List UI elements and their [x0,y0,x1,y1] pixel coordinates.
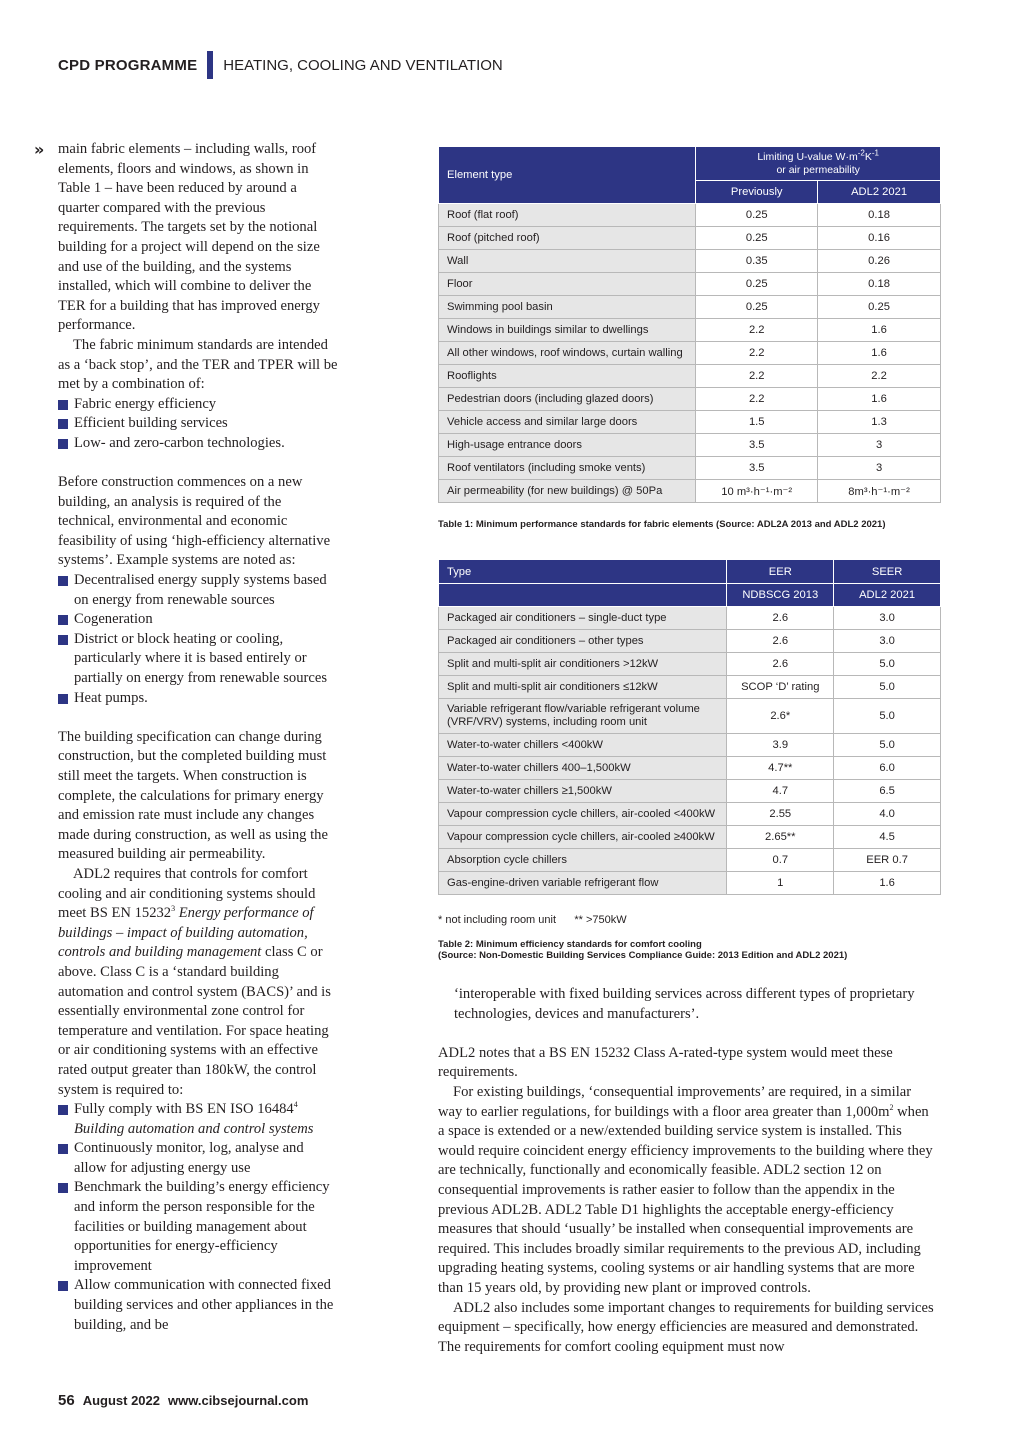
row-label: Vapour compression cycle chillers, air-cooled ≥400kW [439,826,727,849]
list-item: Decentralised energy supply systems based on energy from renewable sources [58,571,338,610]
row-value: 2.6 [727,653,834,676]
row-value: 0.26 [818,250,941,273]
list-item: Benchmark the building’s energy efficiency and inform the person responsible for the facilities or building management about opportunities for energy-efficiency improvement [58,1178,338,1276]
table-row [439,227,941,250]
table2-caption: Table 2: Minimum efficiency standards for comfort cooling (Source: Non-Domestic Building Services Compliance Guide: 2013 Edition and ADL2 2021) [438,939,848,961]
table2-header-type: Type [439,560,727,584]
row-label: Variable refrigerant flow/variable refrigerant volume (VRF/VRV) systems, including room unit [439,699,727,734]
row-value: 8m³·h⁻¹·m⁻² [818,480,941,503]
table-row [439,273,941,296]
list-item: Efficient building services [58,414,338,434]
row-label: Water-to-water chillers 400–1,500kW [439,757,727,780]
row-label: Packaged air conditioners – single-duct type [439,607,727,630]
row-label: Split and multi-split air conditioners ≤12kW [439,676,727,699]
row-value: 4.7** [727,757,834,780]
row-label: Roof (flat roof) [439,204,696,227]
table2-header-eer: EER [727,560,834,584]
list-item: Low- and zero-carbon technologies. [58,434,338,454]
table1-caption: Table 1: Minimum performance standards for fabric elements (Source: ADL2A 2013 and ADL2 2021) [438,519,886,530]
row-label: Wall [439,250,696,273]
programme-label: CPD PROGRAMME [58,56,198,74]
table-fabric-standards [438,146,941,503]
row-value: 2.2 [696,342,818,365]
table-row [439,734,941,757]
row-label: Pedestrian doors (including glazed doors) [439,388,696,411]
left-paragraph-2: The fabric minimum standards are intended as a ‘back stop’, and the TER and TPER will be met by a combination of: [58,336,338,393]
table-row [439,803,941,826]
table-row [439,342,941,365]
row-value: 0.25 [818,296,941,319]
row-label: All other windows, roof windows, curtain walling [439,342,696,365]
table-row [439,676,941,699]
row-value: 1.6 [818,388,941,411]
row-label: Packaged air conditioners – other types [439,630,727,653]
row-value: 3 [818,434,941,457]
row-label: Rooflights [439,365,696,388]
left-paragraph-3: Before construction commences on a new building, an analysis is required of the technical, environmental and economic feasibility of using ‘high-efficiency alternative systems’. Example systems are noted as: [58,474,331,569]
left-paragraph-5: ADL2 requires that controls for comfort cooling and air conditioning systems should meet BS EN 15232$^3$ Energy performance of buildings – impact of building automation, controls and building management class C or above. Class C is a ‘standard building automation and control system (BACS)’ and is essentially environmental zone control for temperature and ventilation. For space heating or air conditioning systems with an effective rated output greater than 180kW, the control system is required to: [58,865,331,1098]
row-value: EER 0.7 [834,849,941,872]
table-row [439,457,941,480]
row-label: Absorption cycle chillers [439,849,727,872]
row-value: 3.5 [696,434,818,457]
table2-header-adl2: ADL2 2021 [834,584,941,607]
row-label: Vehicle access and similar large doors [439,411,696,434]
table-row [439,826,941,849]
table-row [439,319,941,342]
row-label: Water-to-water chillers ≥1,500kW [439,780,727,803]
row-value: 4.5 [834,826,941,849]
section-label: HEATING, COOLING AND VENTILATION [223,56,503,74]
row-value: 1 [727,872,834,895]
row-value: 5.0 [834,699,941,734]
row-value: 1.6 [834,872,941,895]
row-value: 3.9 [727,734,834,757]
row-label: Swimming pool basin [439,296,696,319]
table-row [439,388,941,411]
row-value: 4.0 [834,803,941,826]
row-value: SCOP ‘D’ rating [727,676,834,699]
page-header [58,50,503,80]
table2-header-ndbscg: NDBSCG 2013 [727,584,834,607]
row-value: 2.6 [727,607,834,630]
bullet-list-1 [58,395,338,454]
row-value: 2.2 [818,365,941,388]
continuation-chevron-icon: » [34,140,45,159]
table-row [439,434,941,457]
left-column [34,140,338,1335]
row-value: 6.0 [834,757,941,780]
row-value: 2.2 [696,388,818,411]
list-item: Fully comply with BS EN ISO 16484$^4$ Building automation and control systems [58,1100,338,1139]
row-value: 10 m³·h⁻¹·m⁻² [696,480,818,503]
table-row [439,757,941,780]
table-row [439,630,941,653]
bullet-list-2 [58,571,338,708]
table-row [439,250,941,273]
right-column-text [438,985,936,1357]
row-value: 0.18 [818,273,941,296]
row-label: Air permeability (for new buildings) @ 50Pa [439,480,696,503]
table2-header-seer: SEER [834,560,941,584]
row-label: Gas-engine-driven variable refrigerant flow [439,872,727,895]
table1-header-limit: Limiting U-value $W\cdot m^{-2}K^{-1}$ or air permeability [696,147,941,181]
row-label: Split and multi-split air conditioners >12kW [439,653,727,676]
table-row [439,780,941,803]
bullet-list-3 [58,1100,338,1335]
row-label: Water-to-water chillers <400kW [439,734,727,757]
list-item: Heat pumps. [58,689,338,709]
row-label: Roof ventilators (including smoke vents) [439,457,696,480]
table-row [439,204,941,227]
row-value: 1.6 [818,342,941,365]
row-value: 4.7 [727,780,834,803]
row-value: 0.25 [696,227,818,250]
right-paragraph-1: ADL2 notes that a BS EN 15232 Class A-rated-type system would meet these requirements. [438,1044,893,1081]
right-quote: ‘interoperable with fixed building services across different types of proprietary technologies, devices and manufacturers’. [454,986,915,1022]
row-value: 0.18 [818,204,941,227]
row-value: 0.25 [696,296,818,319]
list-item: Allow communication with connected fixed building services and other appliances in the building, and be [58,1276,338,1335]
row-value: 0.35 [696,250,818,273]
left-paragraph-1: main fabric elements – including walls, roof elements, floors and windows, as shown in Table 1 – have been reduced by around a quarter compared with the previous requirements. The targets set by the notional building for a project will depend on the size and use of the building, and the systems installed, which will combine to deliver the TER for a building that has improved energy performance. [58,141,320,334]
page-number: 56 [58,1392,75,1409]
table-row [439,411,941,434]
table-cooling-standards [438,559,941,895]
row-value: 2.2 [696,319,818,342]
table-row [439,653,941,676]
row-value: 3 [818,457,941,480]
website-link[interactable]: www.cibsejournal.com [168,1393,309,1408]
row-value: 2.65** [727,826,834,849]
row-value: 2.55 [727,803,834,826]
row-label: High-usage entrance doors [439,434,696,457]
table-row [439,607,941,630]
row-label: Windows in buildings similar to dwellings [439,319,696,342]
row-value: 6.5 [834,780,941,803]
list-item: Continuously monitor, log, analyse and allow for adjusting energy use [58,1139,338,1178]
row-value: 3.0 [834,630,941,653]
row-value: 3.0 [834,607,941,630]
right-paragraph-2: For existing buildings, ‘consequential improvements’ are required, in a similar way to earlier regulations, for buildings with a floor area greater than $1,000m^2$ when a space is extended or a new/extended building service system is installed. This would require coincident energy efficiency improvements to the building where they are technically, functionally and economically feasible. ADL2 section 12 on consequential improvements is rather easier to follow than the appendix in the previous ADL2B. ADL2 Table D1 highlights the acceptable energy-efficiency measures that should ‘usually’ be installed when consequential improvements are required. This includes broadly similar requirements to the previous AD, including upgrading heating systems, cooling systems or air handling systems that are more than 15 years old, by providing new plant or improved controls. [438,1083,933,1296]
row-value: 2.6 [727,630,834,653]
row-value: 0.25 [696,273,818,296]
table-row [439,296,941,319]
table-row [439,849,941,872]
row-value: 0.25 [696,204,818,227]
row-label: Floor [439,273,696,296]
row-value: 5.0 [834,653,941,676]
table1-header-adl2: ADL2 2021 [818,181,941,204]
right-paragraph-3: ADL2 also includes some important changes to requirements for building services equipment – specifically, how energy efficiencies are measured and demonstrated. The requirements for comfort cooling equipment must now [438,1299,934,1355]
page-footer [58,1392,308,1409]
row-value: 1.3 [818,411,941,434]
row-value: 1.6 [818,319,941,342]
row-value: 2.2 [696,365,818,388]
row-value: 5.0 [834,734,941,757]
header-divider [207,51,213,79]
table1-header-element: Element type [439,147,696,204]
row-value: 5.0 [834,676,941,699]
row-value: 0.16 [818,227,941,250]
row-value: 0.7 [727,849,834,872]
row-value: 2.6* [727,699,834,734]
row-label: Roof (pitched roof) [439,227,696,250]
row-value: 1.5 [696,411,818,434]
table2-footnote: * not including room unit ** >750kW [438,914,627,926]
table-row [439,480,941,503]
table-row [439,365,941,388]
table-row [439,872,941,895]
left-paragraph-4: The building specification can change during construction, but the completed building must still meet the targets. When construction is complete, the calculations for primary energy and emission rate must include any changes made during construction, as well as using the measured building air permeability. [58,728,328,863]
table-row [439,699,941,734]
list-item: Fabric energy efficiency [58,395,338,415]
row-label: Vapour compression cycle chillers, air-cooled <400kW [439,803,727,826]
row-value: 3.5 [696,457,818,480]
list-item: Cogeneration [58,610,338,630]
list-item: District or block heating or cooling, particularly where it is based entirely or partially on energy from renewable sources [58,630,338,689]
table1-header-previous: Previously [696,181,818,204]
issue-date: August 2022 [82,1393,160,1408]
